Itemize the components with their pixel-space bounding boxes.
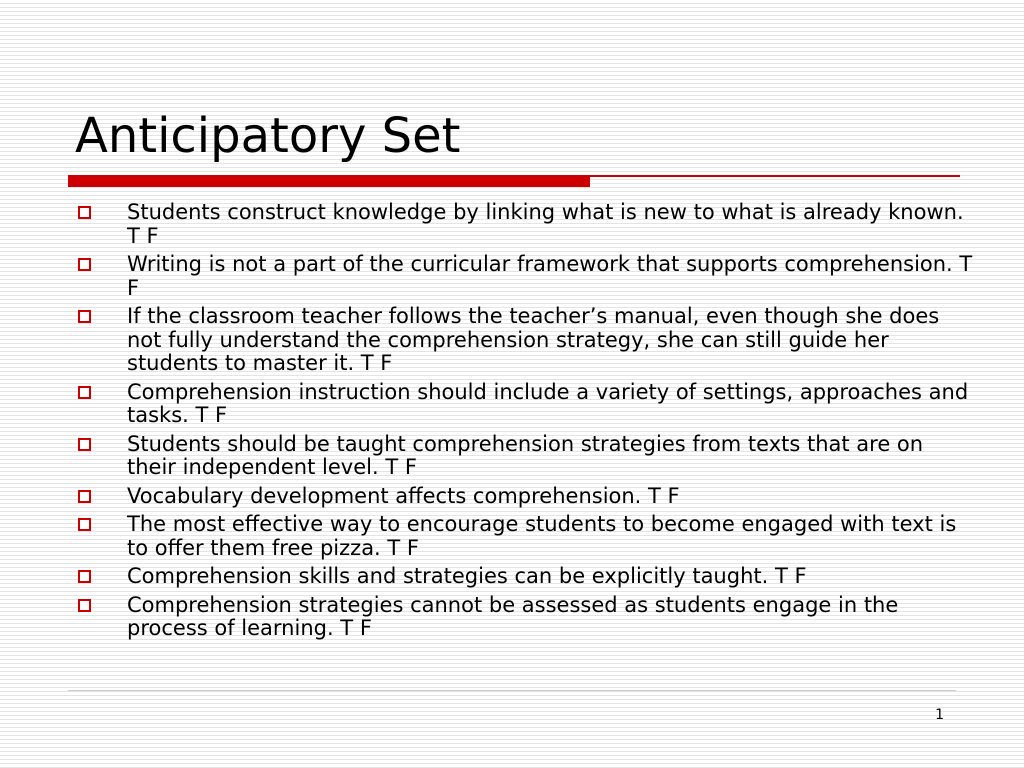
bullet-text: Comprehension skills and strategies can be explicitly taught. T F — [127, 564, 807, 588]
bullet-item — [75, 253, 975, 300]
hollow-square-bullet-icon — [78, 570, 91, 583]
bullet-text: Students construct knowledge by linking what is new to what is already known. T F — [127, 200, 964, 248]
bullet-text: Comprehension instruction should include a variety of settings, approaches and tasks. T F — [127, 379, 969, 427]
hollow-square-bullet-icon — [78, 438, 91, 451]
bullet-item — [75, 433, 975, 480]
bullet-item — [75, 381, 975, 428]
bullet-text: Writing is not a part of the curricular framework that supports comprehension. T F — [127, 252, 973, 300]
hollow-square-bullet-icon — [78, 386, 91, 399]
hollow-square-bullet-icon — [78, 599, 91, 612]
bullet-item — [75, 594, 975, 641]
bullet-item — [75, 513, 975, 560]
bullet-item — [75, 201, 975, 248]
hollow-square-bullet-icon — [78, 258, 91, 271]
bullet-text: If the classroom teacher follows the teacher’s manual, even though she does not fully understand the comprehension strategy, she can still guide her students to master it. T F — [127, 304, 940, 375]
bullet-text: Comprehension strategies cannot be assessed as students engage in the process of learning. T F — [127, 592, 899, 640]
slide-number: 1 — [935, 707, 944, 723]
bullet-item — [75, 485, 975, 509]
hollow-square-bullet-icon — [78, 310, 91, 323]
title-underline-thin — [590, 175, 960, 177]
bullet-item — [75, 565, 975, 589]
bullet-item — [75, 305, 975, 376]
footer-divider — [68, 690, 956, 691]
hollow-square-bullet-icon — [78, 518, 91, 531]
bullet-text: Students should be taught comprehension strategies from texts that are on their independent level. T F — [127, 431, 924, 479]
title-underline-thick — [68, 175, 590, 187]
bullet-text: Vocabulary development affects comprehension. T F — [127, 483, 680, 508]
bullet-list — [75, 201, 975, 646]
hollow-square-bullet-icon — [78, 490, 91, 503]
bullet-text: The most effective way to encourage students to become engaged with text is to offer them free pizza. T F — [127, 512, 957, 560]
slide-title: Anticipatory Set — [75, 108, 461, 164]
hollow-square-bullet-icon — [78, 206, 91, 219]
